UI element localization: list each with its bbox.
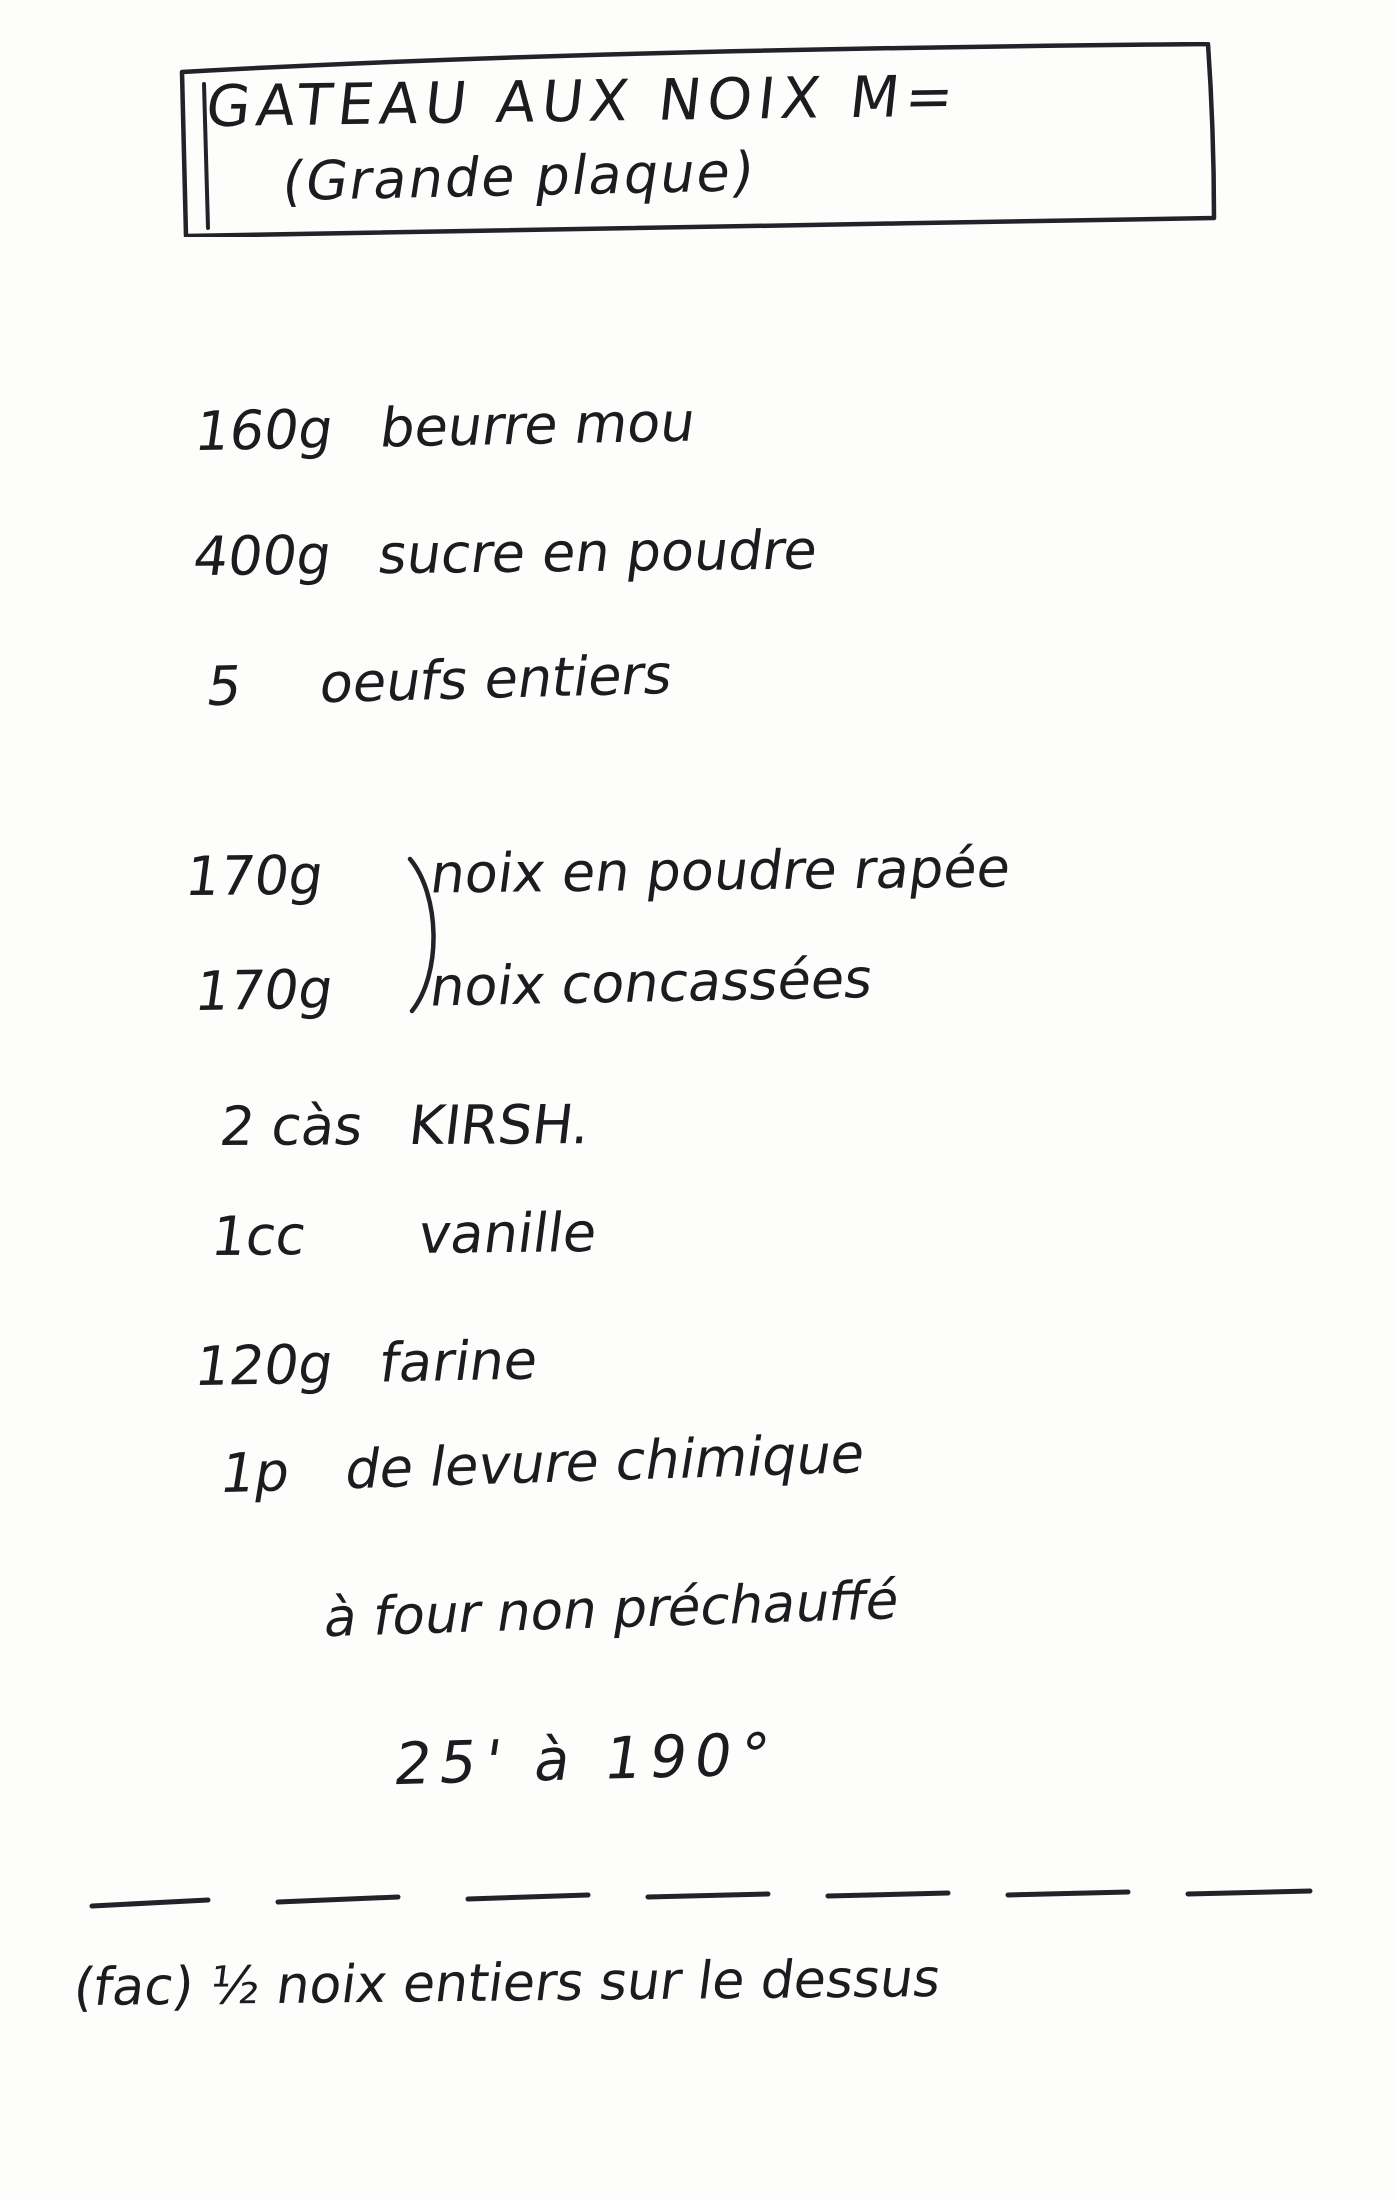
ingredient-item-2: sucre en poudre bbox=[374, 518, 822, 587]
ingredient-row-4 bbox=[182, 836, 1015, 908]
ingredient-row-2 bbox=[190, 518, 821, 588]
ingredient-row-6 bbox=[217, 1093, 594, 1158]
ingredient-qty-2: 400g bbox=[189, 523, 336, 589]
title-box bbox=[168, 42, 1233, 237]
ingredient-item-7: vanille bbox=[414, 1200, 601, 1266]
ingredient-row-9 bbox=[216, 1422, 870, 1506]
ingredient-qty-3: 5 bbox=[202, 654, 247, 719]
ingredient-item-5: noix concassées bbox=[426, 947, 878, 1019]
ingredient-item-6: KIRSH. bbox=[405, 1093, 594, 1158]
ingredient-row-1 bbox=[191, 390, 699, 463]
ingredient-row-7 bbox=[208, 1201, 601, 1268]
ingredient-qty-6: 2 càs bbox=[216, 1094, 367, 1159]
ingredient-qty-1: 160g bbox=[191, 397, 338, 464]
recipe-title-line-1: GATEAU AUX NOIX M= bbox=[202, 63, 963, 141]
ingredient-qty-9: 1p bbox=[215, 1439, 295, 1506]
dashed-separator bbox=[88, 1888, 1318, 1914]
ingredient-row-8 bbox=[191, 1328, 542, 1398]
ingredient-qty-7: 1cc bbox=[207, 1204, 310, 1269]
ingredient-qty-8: 120g bbox=[191, 1332, 338, 1399]
instruction-time-temp: 25' à 190° bbox=[389, 1720, 782, 1799]
footnote-optional-topping: (fac) ½ noix entiers sur le dessus bbox=[70, 1948, 945, 2019]
ingredient-item-8: farine bbox=[376, 1328, 542, 1395]
ingredient-qty-5: 170g bbox=[191, 957, 338, 1024]
ingredient-qty-4: 170g bbox=[181, 843, 328, 909]
ingredient-row-3 bbox=[203, 643, 677, 718]
ingredient-item-9: de levure chimique bbox=[340, 1421, 870, 1502]
ingredient-item-4: noix en poudre rapée bbox=[426, 836, 1015, 906]
instruction-oven: à four non préchauffé bbox=[320, 1569, 904, 1650]
recipe-title-line-2: (Grande plaque) bbox=[278, 140, 761, 214]
ingredient-item-3: oeufs entiers bbox=[315, 642, 677, 716]
ingredient-item-1: beurre mou bbox=[376, 390, 700, 460]
ingredient-row-5 bbox=[191, 947, 877, 1023]
